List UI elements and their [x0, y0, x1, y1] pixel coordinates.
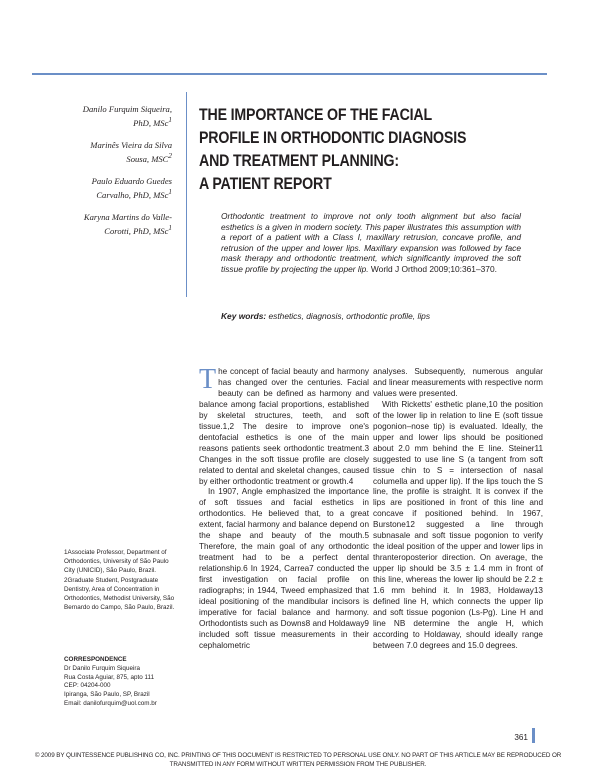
body-column-right: [373, 367, 543, 652]
paragraph: In 1907, Angle emphasized the importance of soft tissues and facial esthetics in orthodontics. He believed that, to a great extent, facial harmony and balance depend on the shape and beauty of the mouth.5 Therefore, the main goal of any orthodontic treatment had to be a perfect dental relationship.6 In 1924, Carrea7 conducted the first investigation on facial profile on radiographs; in 1944, Tweed emphasized that ideal positioning of the mandibular incisors is imperative for facial balance and harmony. Orthodontists such as Downs8 and Holdaway9 included soft tissue measurements in their cephalometric: [199, 487, 369, 650]
article-title: [199, 104, 549, 196]
correspondence-email: Email: danilofurquim@uol.com.br: [64, 699, 157, 707]
author-name-line: Marinês Vieira da Silva: [90, 139, 172, 150]
page-number: 361: [514, 733, 528, 742]
author-degree-line: Corotti, PhD, MSc: [104, 225, 169, 236]
author: [60, 212, 172, 237]
copyright-notice: © 2009 BY QUINTESSENCE PUBLISHING CO, INC. PRINTING OF THIS DOCUMENT IS RESTRICTED TO PERSONAL USE ONLY. NO PART OF THIS ARTICLE MAY BE REPRODUCED OR TRANSMITTED IN ANY FORM WITHOUT WRITTEN PERMISSION FROM THE PUBLISHER.: [34, 752, 562, 768]
keywords-label: Key words:: [221, 311, 267, 321]
author-name-line: Danilo Furquim Siqueira,: [82, 104, 172, 114]
correspondence-line: Rua Costa Aguiar, 875, apto 111: [64, 673, 155, 681]
author-affiliation-mark: 1: [168, 223, 172, 232]
correspondence-line: Ipiranga, São Paulo, SP, Brazil: [64, 691, 150, 699]
title-line: PROFILE IN ORTHODONTIC DIAGNOSIS: [199, 129, 467, 147]
title-line: A PATIENT REPORT: [199, 175, 332, 193]
drop-cap: T: [199, 364, 217, 395]
paragraph: analyses. Subsequently, numerous angular and linear measurements with respective norm values were presented.: [373, 367, 543, 398]
correspondence-heading: CORRESPONDENCE: [64, 656, 127, 663]
author-affiliation-mark: 1: [168, 116, 172, 124]
author-degree-line: Sousa, MSC: [126, 153, 169, 164]
affiliation: 1Associate Professor, Department of Orthodontics, University of São Paulo City (UNICID), São Paulo, Brazil.: [64, 549, 169, 574]
author-affiliation-mark: 1: [168, 187, 172, 196]
author-affiliation-mark: 2: [168, 151, 172, 160]
correspondence-line: Dr Danilo Furquim Siqueira: [64, 664, 140, 672]
correspondence-line: CEP: 04204-000: [64, 682, 111, 690]
paragraph: [199, 364, 369, 487]
keywords: [221, 311, 521, 322]
author-degree-line: Carvalho, PhD, MSc: [96, 189, 169, 200]
author-name-line: Karyna Martins do Valle-: [83, 211, 172, 222]
page-number-bar: [532, 728, 535, 743]
abstract-text: Orthodontic treatment to improve not only tooth alignment but also facial esthetics is a given in modern society. This paper illustrates this assumption with a report of a patient with a Class I, maxillary retrusion, concave profile, and retrusion of the upper and lower lips. Maxillary expansion was followed by face mask therapy and orthodontic treatment, which significantly improved the soft tissue profile by projecting the upper lip.: [221, 211, 521, 274]
paragraph-text: he concept of facial beauty and harmony has changed over the centuries. Facial beauty can be defined as harmony and balance among facial proportions, established by skeletal structures, teeth, and soft tissue.1,2 The desire to improve one's dentofacial esthetics is one of the main reasons patients seek orthodontic treatment.3 Changes in the soft tissue profile are closely related to dental and skeletal changes, caused by either orthodontic treatment or growth.4: [199, 367, 369, 486]
author: [60, 176, 172, 201]
header-rule: [32, 73, 547, 75]
author-degree-line: PhD, MSc: [133, 117, 169, 128]
author-name-line: Paulo Eduardo Guedes: [91, 175, 172, 186]
author-list: [60, 104, 172, 247]
affiliations: [64, 549, 176, 615]
abstract-citation: World J Orthod 2009;10:361–370.: [370, 263, 497, 274]
title-line: THE IMPORTANCE OF THE FACIAL: [199, 106, 432, 124]
affiliation: 2Graduate Student, Postgraduate Dentistry, Area of Concentration in Orthodontics, Methodist University, São Bernardo do Campo, São Paulo, Brazil.: [64, 577, 175, 611]
correspondence: [64, 656, 176, 709]
title-line: AND TREATMENT PLANNING:: [199, 152, 399, 170]
author: [60, 140, 172, 165]
author: [60, 104, 172, 129]
body-column-left: [199, 364, 369, 652]
title-divider: [186, 92, 187, 297]
keywords-value: esthetics, diagnosis, orthodontic profile, lips: [268, 311, 431, 321]
abstract: [221, 211, 521, 274]
paragraph: With Ricketts' esthetic plane,10 the position of the lower lip in relation to line E (soft tissue pogonion–nose tip) is evaluated. Ideally, the upper and lower lips should be positioned about 2.0 mm behind the E line. Steiner11 suggested to use line S (a tangent from soft tissue chin to S = intersection of nasal columella and upper lip). If the lips touch the S line, the profile is straight. It is convex if the lips are positioned in front of this line and concave if positioned behind. In 1967, Burstone12 suggested a line through subnasale and soft tissue pogonion to verify the ideal position of the upper and lower lips in thranteroposterior direction. On average, the upper lip should be 3.5 ± 1.4 mm in front of this line, whereas the lower lip should be 2.2 ± 1.6 mm behind it. In 1983, Holdaway13 defined line H, which connects the upper lip and soft tissue pogonion (Ls-Pg). Line H and line NB determine the angle H, which according to Holdaway, should ideally range between 7.0 degrees and 15.0 degrees.: [373, 399, 543, 650]
